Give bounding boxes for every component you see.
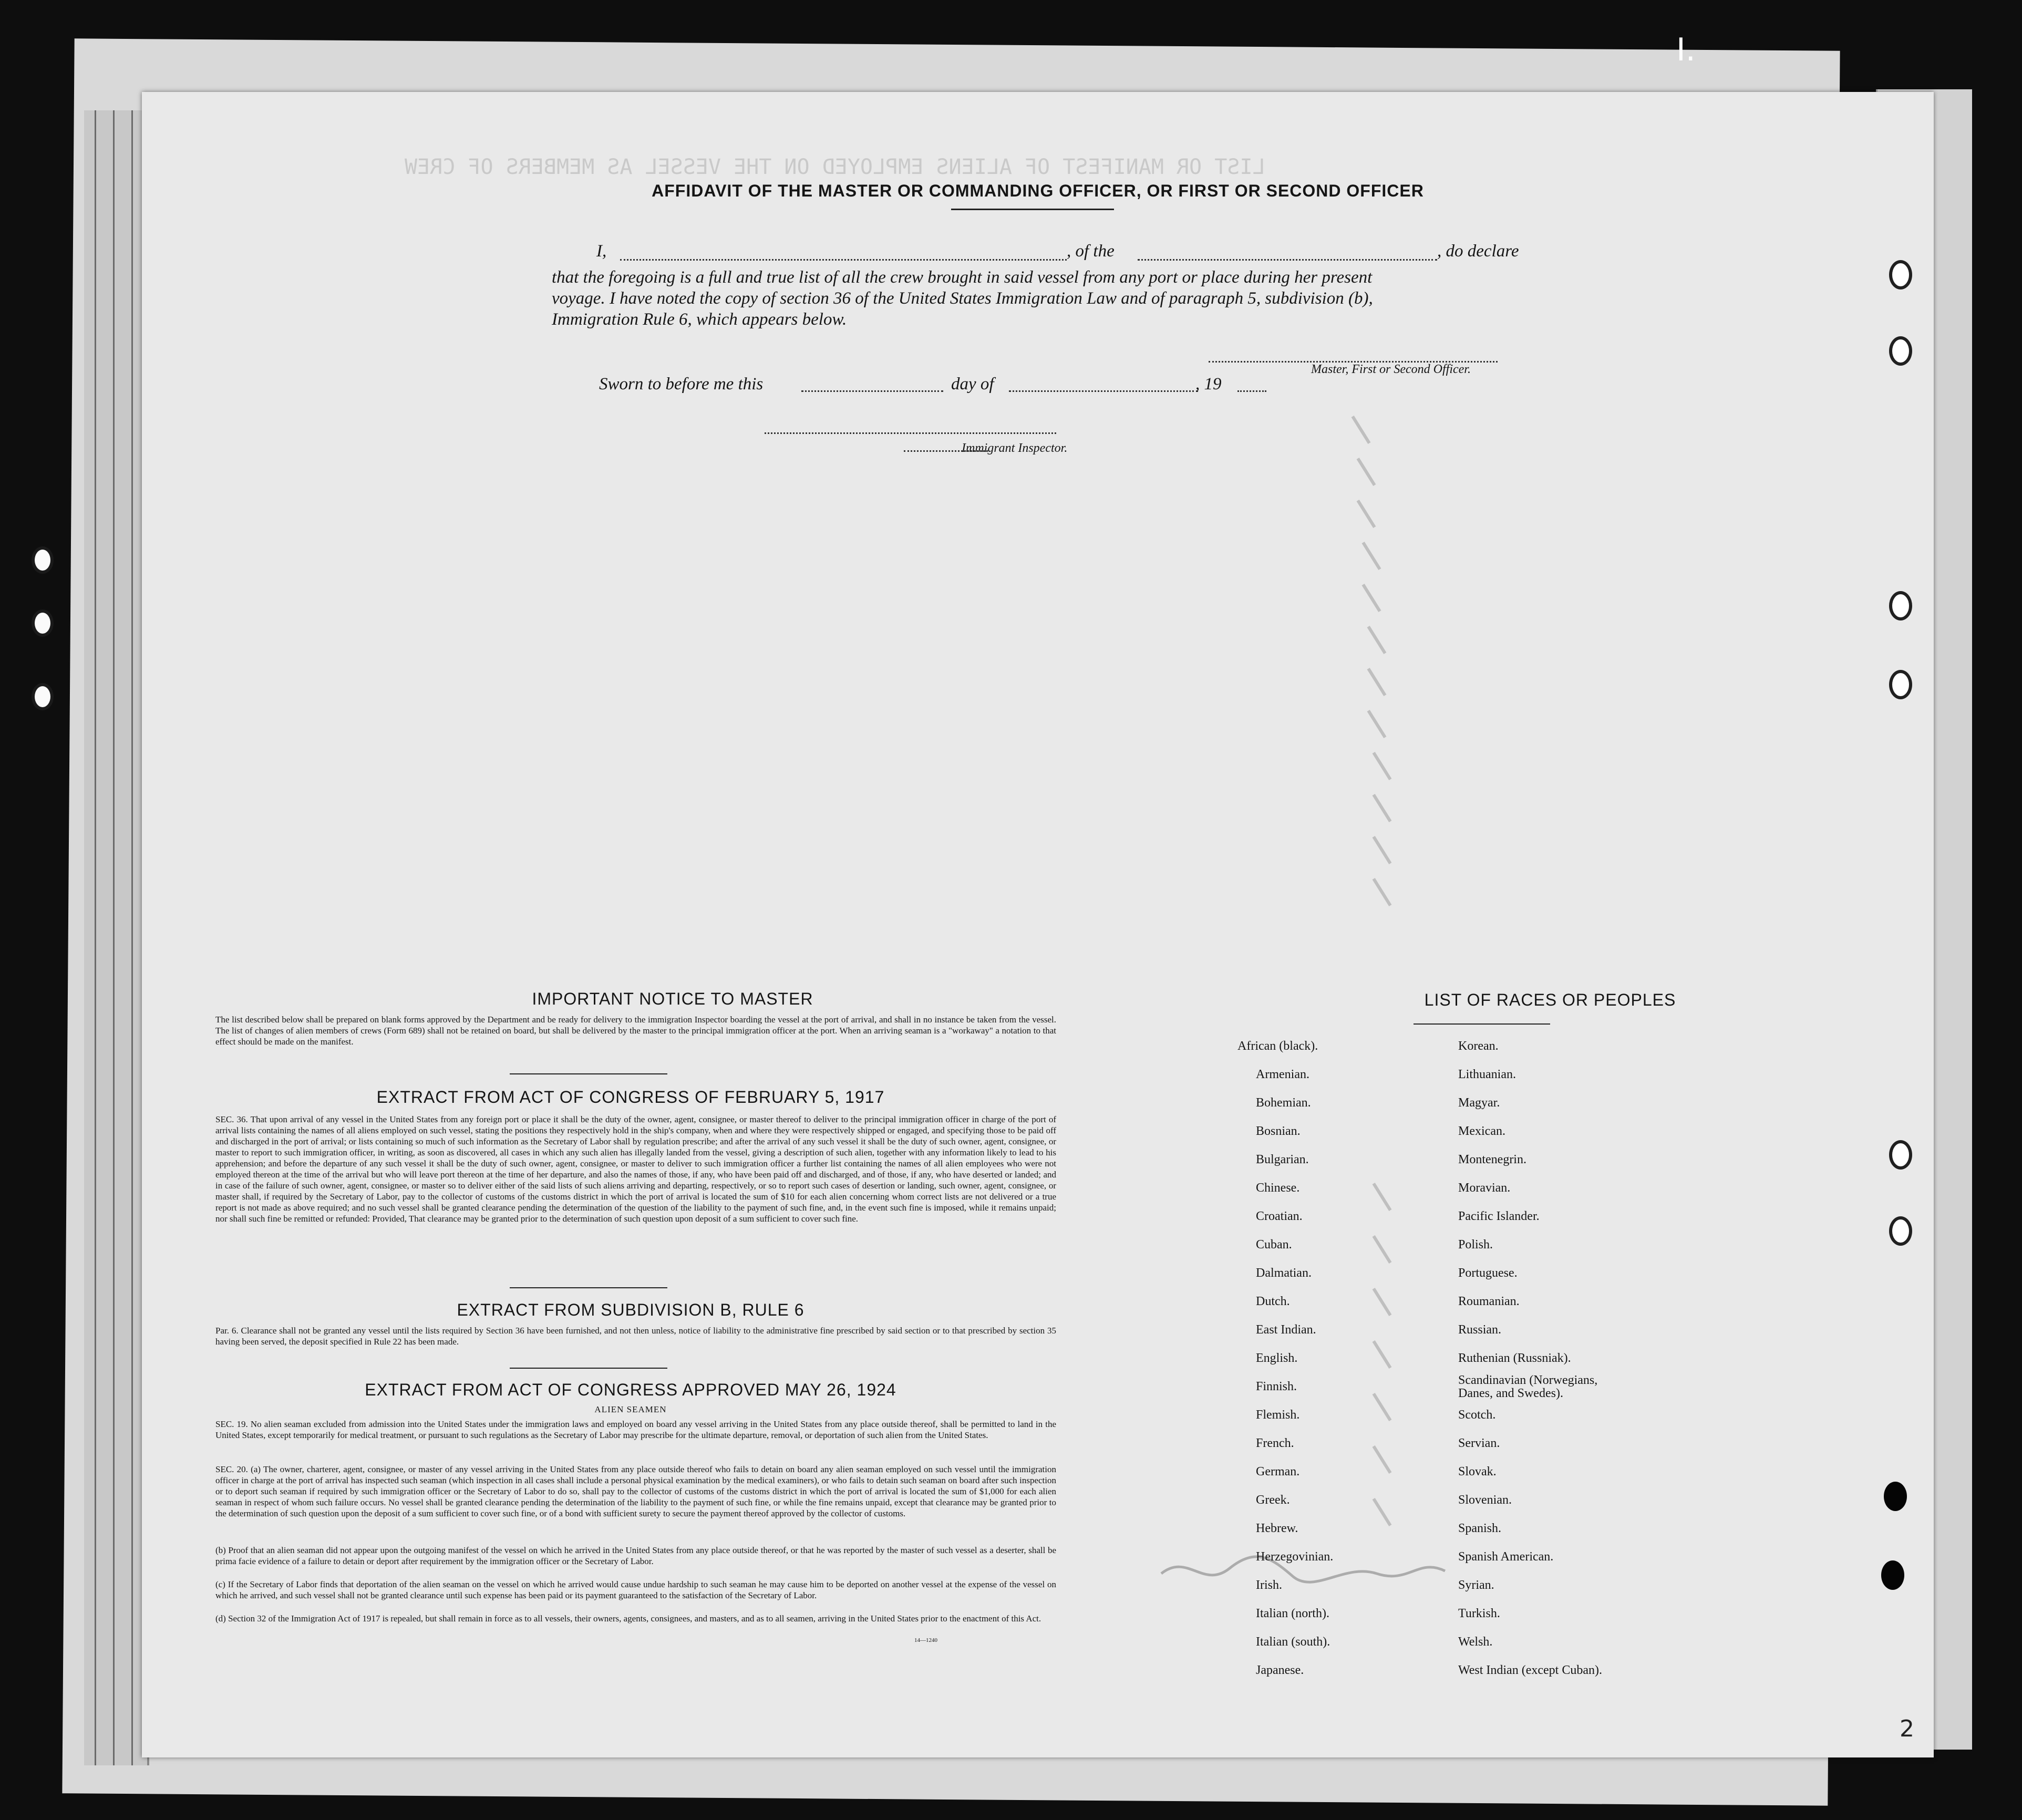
race-item: Magyar. [1458,1096,1500,1110]
race-item: Russian. [1458,1323,1502,1337]
race-item: Herzegovinian. [1256,1550,1334,1564]
day-of-label: day of [951,375,994,394]
races-title: LIST OF RACES OR PEOPLES [1424,990,1676,1009]
show-through-mark [1373,1183,1392,1211]
race-item: Pacific Islander. [1458,1209,1540,1223]
show-through-mark [1373,752,1392,780]
stacked-page-edges [84,110,149,1765]
show-through-mark [1373,794,1392,822]
race-item: Scotch. [1458,1408,1496,1422]
extract-1924-para-3: (b) Proof that an alien seaman did not appear upon the outgoing manifest of the vessel on which he arrived in the United States from any place outside thereof, or that he was reported by the master of such vessel as a deserter, shall be prima facie evidence of a failure to detain or deport after requirement by the immigration officer or the Secretary of Labor. [215,1545,1056,1566]
binder-hole-icon [32,546,54,574]
race-item: Armenian. [1256,1068,1309,1081]
race-item: African (black). [1237,1039,1318,1053]
notice-title: IMPORTANT NOTICE TO MASTER [532,989,813,1008]
extract-1917-body: SEC. 36. That upon arrival of any vessel in the United States from any foreign port or place it shall be the duty of the owner, agent, consignee, or master thereof to deliver to the principal immigration officer in charge of the port of arrival lists containing the names of all aliens employed on such vessel, stating the positions they respectively hold in the ship's company, when and where they were respectively shipped or engaged, and specifying those to be paid off and discharged in the port of arrival; or lists containing so much of such information as the Secretary of Labor shall by regulation prescribe; and after the arrival of any such vessel it shall be the duty of such owner, agent, consignee, or master to report to such immigration officer, in writing, as soon as discovered, all cases in which any such alien has illegally landed from the vessel, giving a description of such alien, together with any information likely to lead to his apprehension; and before the departure of any such vessel it shall be the duty of such owner, agent, consignee, or master to deliver to such immigration officer a further list containing the names of all alien employees who were not employed thereon at the time of the arrival but who will leave port thereon at the time of her departure, and also the names of those, if any, who have been paid off and discharged, and of those, if any, who have deserted or landed; and in case of the failure of such owner, agent, consignee, or master so to deliver either of the said lists of such aliens arriving and departing, respectively, or so to report such cases of desertion or landing, such owner, agent, consignee, or master shall, if required by the Secretary of Labor, pay to the collector of customs of the customs district in which the port of arrival is located the sum of $10 for each alien concerning whom correct lists are not delivered or a true report is not made as above required; and no such vessel shall be granted clearance pending the determination of the question of the liability to the payment of such fine, and, in the event such fine is imposed, while it remains unpaid; nor shall such fine be remitted or refunded: Provided, That clearance may be granted prior to the determination of such question upon deposit of a sum sufficient to cover such fine. [215,1114,1056,1224]
race-item: Mexican. [1458,1124,1505,1138]
race-item: Hebrew. [1256,1522,1298,1535]
race-item: Italian (south). [1256,1635,1330,1649]
race-item: Lithuanian. [1458,1068,1516,1081]
show-through-mark [1373,1445,1392,1474]
affidavit-form-sheet [142,92,1934,1757]
extract-1924-title: EXTRACT FROM ACT OF CONGRESS APPROVED MAY 26, 1924 [365,1380,896,1399]
extract-1924-subtitle: ALIEN SEAMEN [594,1404,667,1414]
show-through-mark [1373,1235,1392,1264]
affidavit-declare-label: , do declare [1437,242,1519,261]
extract-rule6-body: Par. 6. Clearance shall not be granted any vessel until the lists required by Section 36 have been furnished, and not then unless, notice of liability to the administrative fine prescribed by said section or to that prescribed by section 35 having been served, the deposit specified in Rule 22 has been made. [215,1326,1056,1347]
race-item: Ruthenian (Russniak). [1458,1351,1571,1365]
show-through-mark [1362,542,1381,570]
vessel-name-field[interactable] [1138,259,1437,261]
extract-1924-para-4: (c) If the Secretary of Labor finds that deportation of the alien seaman on the vessel on which he arrived would cause undue hardship to such seaman he may cause him to be deported on another vessel at the expense of the vessel on which he arrived, and such vessel shall not be granted clearance until such expense has been paid or its payment guaranteed to the satisfaction of the Secretary of Labor. [215,1579,1056,1600]
race-item: French. [1256,1436,1294,1450]
punch-hole-icon [1889,591,1912,621]
notice-body: The list described below shall be prepared on blank forms approved by the Department and be ready for delivery to the immigration Inspector boarding the vessel at the port of arrival, and shall in no instance be taken from the vessel. The list of changes of alien members of crews (Form 689) shall not be retained on board, but shall be delivered by the master to the principal immigration officer at the port. When an arriving seaman is a "workaway" a notation to that effect should be made on the manifest. [215,1015,1056,1047]
extract-rule6-title: EXTRACT FROM SUBDIVISION B, RULE 6 [457,1300,804,1319]
inspector-signature-field[interactable] [765,432,1056,434]
extract-1924-para-5: (d) Section 32 of the Immigration Act of 1917 is repealed, but shall remain in force as to all vessels, their owners, agents, consignees, and masters, and as to all seamen, arriving in the United States prior to the enactment of this Act. [215,1614,1041,1623]
show-through-mark [1352,416,1371,444]
race-item: Irish. [1256,1578,1282,1592]
race-item: Bulgarian. [1256,1153,1309,1166]
race-item: East Indian. [1256,1323,1316,1337]
affidavit-of-the-label: , of the [1067,242,1115,261]
race-item: Slovak. [1458,1465,1497,1478]
affidavit-line-3: voyage. I have noted the copy of section 36 of the United States Immigration Law and of paragraph 5, subdivision (b), [552,289,1373,308]
page-edge-line [131,110,133,1765]
extract-1917-title: EXTRACT FROM ACT OF CONGRESS OF FEBRUARY 5, 1917 [376,1088,885,1107]
show-through-mark [1357,500,1376,528]
race-item: Croatian. [1256,1209,1303,1223]
affidavit-title: AFFIDAVIT OF THE MASTER OR COMMANDING OFFICER, OR FIRST OR SECOND OFFICER [652,181,1424,200]
sworn-label: Sworn to before me this [599,375,764,394]
extract-1924-para-2: SEC. 20. (a) The owner, charterer, agent, consignee, or master of any vessel arriving in the United States from any place outside thereof who fails to detain on board any alien seaman employed on such vessel until the immigration officer in charge at the port of arrival has inspected such seaman (which inspection in all cases shall include a personal physical examination by the medical examiners), or who fails to detain such seaman on board after such inspection or to deport such seaman if required by such immigration officer or the Secretary of Labor to do so, shall pay to the collector of customs of the customs district in which the port of arrival is located the sum of $1,000 for each alien seaman in respect of whom such failure occurs. No vessel shall be granted clearance pending the determination of the liability to the payment of such fine, or while the fine remains unpaid, except that clearance may be granted prior to the determination of such question upon the deposit of a sum sufficient to cover such fine, or of a bond with sufficient surety to secure the payment thereof approved by the collector of customs. [215,1464,1056,1518]
race-item: Syrian. [1458,1578,1494,1592]
corner-mark-top: I. [1676,32,1696,68]
punch-hole-icon [1884,1482,1907,1511]
form-number: 14—1240 [914,1637,937,1643]
race-item: Scandinavian (Norwegians, Danes, and Swedes). [1458,1373,1598,1400]
show-through-mark [1373,836,1392,864]
race-item: Greek. [1256,1493,1290,1507]
show-through-mark [1367,626,1387,654]
race-item: Japanese. [1256,1663,1304,1677]
sworn-day-field[interactable] [801,390,943,392]
year-prefix-label: , 19 [1195,375,1222,394]
show-through-mark [1373,878,1392,906]
race-item: Dalmatian. [1256,1266,1312,1280]
binder-hole-icon [32,609,54,637]
punch-hole-icon [1889,1140,1912,1170]
race-item: Servian. [1458,1436,1500,1450]
inspector-label: Immigrant Inspector. [962,441,1068,455]
show-through-mark [1367,710,1387,738]
race-item: English. [1256,1351,1298,1365]
binder-hole-icon [32,683,54,710]
race-item: Montenegrin. [1458,1153,1526,1166]
section-divider [510,1368,667,1369]
race-item: Chinese. [1256,1181,1300,1195]
affidavit-line-4: Immigration Rule 6, which appears below. [552,310,847,329]
punch-hole-icon [1889,260,1912,289]
show-through-text: LIST OR MANIFEST OF ALIENS EMPLOYED ON THE VESSEL AS MEMBERS OF CREW [405,155,1265,179]
page-edge-line [95,110,96,1765]
race-item: Finnish. [1256,1380,1297,1393]
show-through-mark [1373,1340,1392,1369]
race-item: Slovenian. [1458,1493,1512,1507]
show-through-mark [1373,1288,1392,1316]
race-item: West Indian (except Cuban). [1458,1663,1602,1677]
sworn-year-field[interactable] [1237,390,1266,392]
race-item: Turkish. [1458,1607,1500,1620]
race-item: Korean. [1458,1039,1499,1053]
race-item: Dutch. [1256,1295,1290,1308]
race-item: Bohemian. [1256,1096,1311,1110]
race-item: Portuguese. [1458,1266,1518,1280]
show-through-mark [1373,1393,1392,1421]
sworn-month-field[interactable] [1009,390,1198,392]
corner-mark-bottom: 2 [1900,1715,1914,1742]
race-item: Polish. [1458,1238,1493,1252]
show-through-mark [1373,1498,1392,1526]
race-item: Roumanian. [1458,1295,1520,1308]
race-item: Spanish American. [1458,1550,1554,1564]
title-underline [951,209,1114,210]
race-item: Spanish. [1458,1522,1502,1535]
races-title-underline [1414,1023,1550,1025]
show-through-mark [1367,668,1387,696]
race-item: German. [1256,1465,1300,1478]
section-divider [510,1073,667,1074]
race-item: Cuban. [1256,1238,1292,1252]
race-item: Italian (north). [1256,1607,1329,1620]
affidavit-i-label: I, [596,242,607,261]
race-item: Welsh. [1458,1635,1493,1649]
race-item: Flemish. [1256,1408,1300,1422]
master-signature-label: Master, First or Second Officer. [1311,363,1471,376]
show-through-mark [1357,458,1376,486]
punch-hole-icon [1881,1560,1904,1590]
punch-hole-icon [1889,336,1912,366]
affidavit-line-2: that the foregoing is a full and true list of all the crew brought in said vessel from any port or place during her present [552,268,1373,287]
officer-name-field[interactable] [620,259,1067,261]
race-item: Moravian. [1458,1181,1511,1195]
page-edge-line [113,110,115,1765]
punch-hole-icon [1889,670,1912,699]
punch-hole-icon [1889,1216,1912,1246]
show-through-mark [1362,584,1381,612]
extract-1924-para-1: SEC. 19. No alien seaman excluded from admission into the United States under the immigration laws and employed on board any vessel arriving in the United States from any place outside thereof, shall be permitted to land in the United States, except temporarily for medical treatment, or pursuant to such regulations as the Secretary of Labor may prescribe for the ultimate departure, removal, or deportation of such alien from the United States. [215,1419,1056,1440]
race-item: Bosnian. [1256,1124,1301,1138]
section-divider [510,1287,667,1288]
